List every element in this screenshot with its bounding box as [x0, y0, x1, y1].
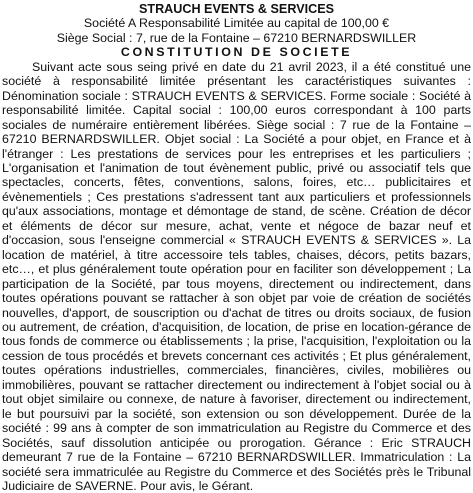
section-heading: CONSTITUTION DE SOCIETE	[120, 45, 353, 60]
head-office-line: Siège Social : 7, rue de la Fontaine – 67210 BERNARDSWILLER	[56, 30, 417, 45]
company-form-line: Société A Responsabilité Limitée au capital de 100,00 €	[83, 16, 390, 31]
notice-body-text: Suivant acte sous seing privé en date du 21 avril 2023, il a été constitué une société à responsabilité limitée présentant les caractéristiques suivantes : Dénomination sociale : STRAUCH EVENTS & SERVICES. Forme sociale : Société à responsabilité limitée. Capital social : 100,00 euros correspondant à 100 parts sociales de numéraire entièrement libérées. Siège social : 7 rue de la Fontaine – 67210 BERNARDSWILLER. Objet social : La Société a pour objet, en France et à l'étranger : Les prestations de services pour les entreprises et les particuliers ; L'organisation et l'animation de tout évènement public, privé ou associatif tels que spectacles, concerts, fêtes, conventions, salons, foires, etc… publicitaires et évènementiels ; Ces prestations s'adressent tant aux particuliers et professionnels qu'aux associations, montage et démontage de stand, de scène. Création de décor et éléments de décor sur mesure, achat, vente et négoce de bazar neuf et d'occasion, sous l'enseigne commercial « STRAUCH EVENTS & SERVICES ». La location de matériel, à titre accessoire tels tables, chaises, décors, petits bazars, etc…, et plus généralement toute opération pour en faciliter son développement ; La participation de la Société, par tous moyens, directement ou indirectement, dans toutes opérations pouvant se rattacher à son objet par voie de création de sociétés nouvelles, d'apport, de souscription ou d'achat de titres ou droits sociaux, de fusion ou autrement, de création, d'acquisition, de location, de prise en location-gérance de tous fonds de commerce ou établissements ; la prise, l'acquisition, l'exploitation ou la cession de tous procédés et brevets concernant ces activités ; Et plus généralement, toutes opérations industrielles, commerciales, financières, civiles, mobilières ou immobilières, pouvant se rattacher directement ou indirectement à l'objet social ou à tout objet similaire ou connexe, de nature à favoriser, directement ou indirectement, le but poursuivi par la société, son extension ou son développement. Durée de la société : 99 ans à compter de son immatriculation au Registre du Commerce et des Sociétés, sauf dissolution anticipée ou prorogation. Gérance : Eric STRAUCH demeurant 7 rue de la Fontaine – 67210 BERNARDSWILLER. Immatriculation : La société sera immatriculée au Registre du Commerce et des Sociétés près le Tribunal Judiciaire de SAVERNE. Pour avis, le Gérant.	[2, 59, 471, 493]
company-name-title: STRAUCH EVENTS & SERVICES	[138, 2, 334, 16]
notice-body	[2, 60, 471, 493]
